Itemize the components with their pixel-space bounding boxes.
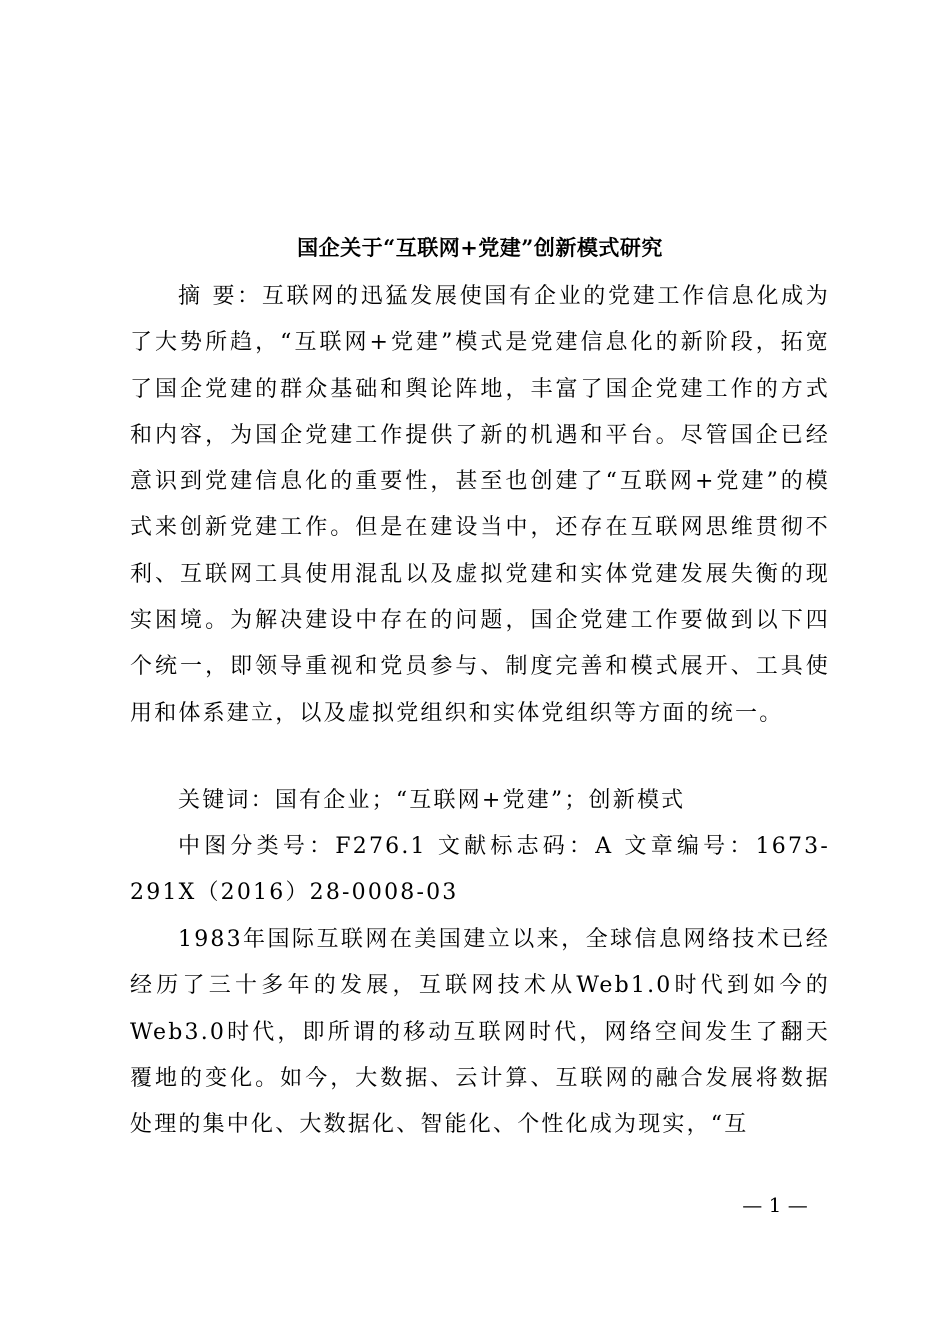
body-paragraph: 1983年国际互联网在美国建立以来，全球信息网络技术已经经历了三十多年的发展，互联网技术从Web1.0时代到如今的Web3.0时代，即所谓的移动互联网时代，网络空间发生了翻天覆地的变化。如今，大数据、云计算、互联网的融合发展将数据处理的集中化、大数据化、智能化、个性化成为现实，“互 [130,927,830,1138]
keywords-label: 关键词： [178,788,275,813]
page-number: — 1 — [742,1193,808,1217]
abstract-label: 摘 要： [178,284,262,309]
article-title: 国企关于“互联网+党建”创新模式研究 [297,235,663,260]
abstract-text: 互联网的迅猛发展使国有企业的党建工作信息化成为了大势所趋，“互联网+党建”模式是党建信息化的新阶段，拓宽了国企党建的群众基础和舆论阵地，丰富了国企党建工作的方式和内容，为国企党建工作提供了新的机遇和平台。尽管国企已经意识到党建信息化的重要性，甚至也创建了“互联网+党建”的模式来创新党建工作。但是在建设当中，还存在互联网思维贯彻不利、互联网工具使用混乱以及虚拟党建和实体党建发展失衡的现实困境。为解决建设中存在的问题，国企党建工作要做到以下四个统一，即领导重视和党员参与、制度完善和模式展开、工具使用和体系建立，以及虚拟党组织和实体党组织等方面的统一。 [130,284,830,726]
abstract-paragraph [130,274,830,737]
keywords-paragraph [130,778,830,824]
classification-paragraph: 中图分类号：F276.1 文献标志码：A 文章编号：1673-291X（2016）28-0008-03 [130,834,830,906]
keywords-text: 国有企业；“互联网+党建”；创新模式 [274,788,686,813]
